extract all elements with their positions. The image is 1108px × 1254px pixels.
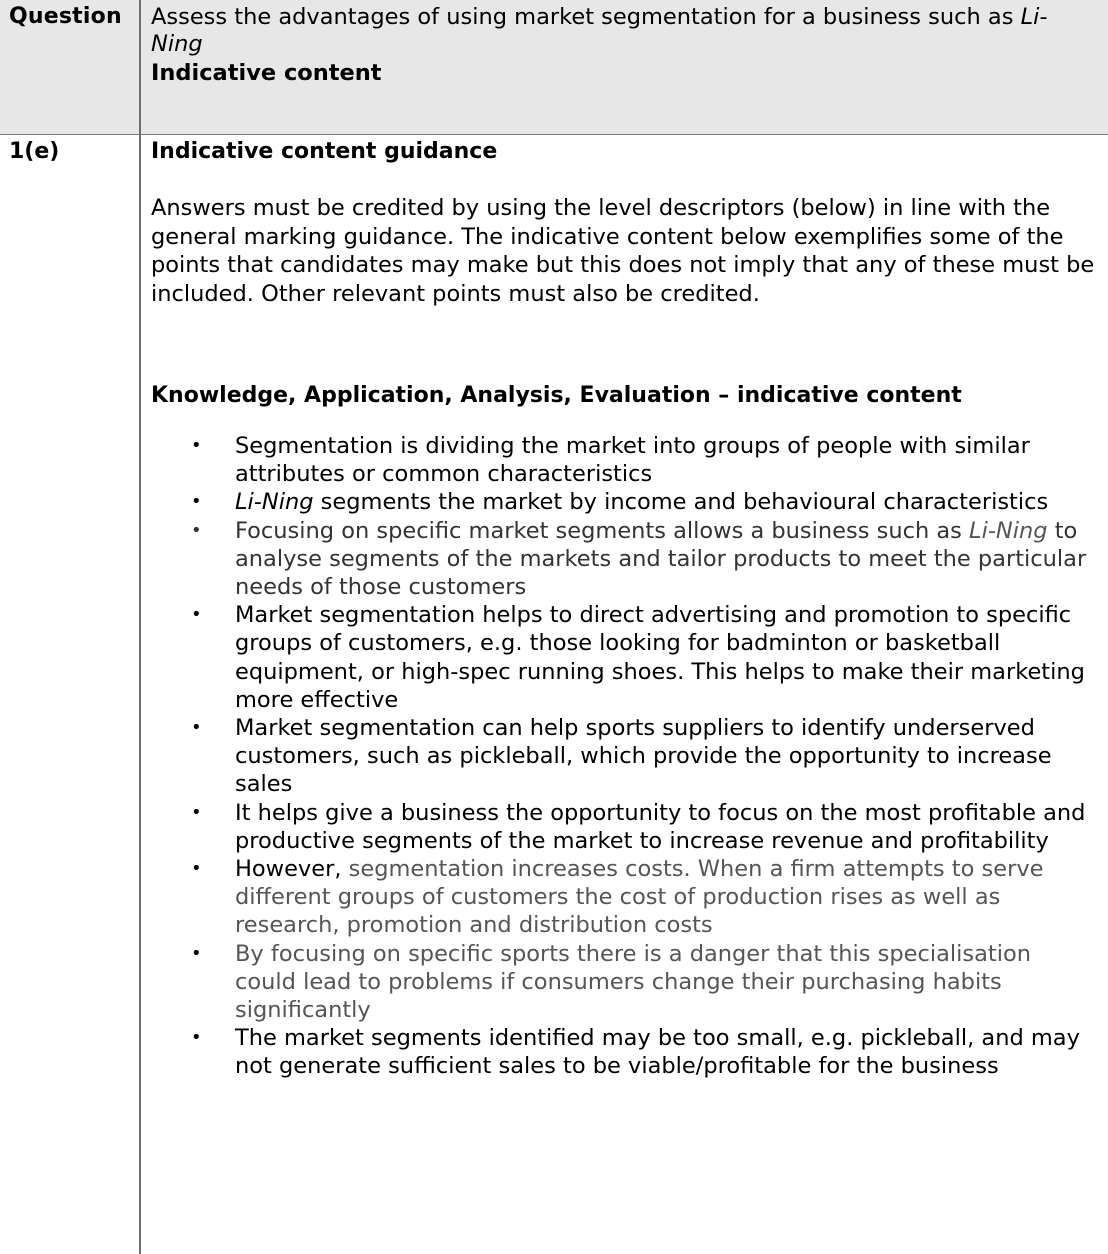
list-item <box>151 714 1091 799</box>
list-item <box>151 517 1091 602</box>
bullet-icon: • <box>191 435 202 456</box>
question-text <box>151 4 1091 87</box>
list-item <box>151 799 1091 855</box>
question-text-lead: Assess the advantages of using market segmentation for a business such as <box>151 4 1021 30</box>
bullet-icon: • <box>191 1027 202 1049</box>
section-heading: Knowledge, Application, Analysis, Evaluation – indicative content <box>151 383 962 408</box>
point-text: Segmentation is dividing the market into groups of people with similar attributes or common characteristics <box>235 433 1030 488</box>
indicative-content-heading: Indicative content <box>151 60 382 86</box>
guidance-title: Indicative content guidance <box>151 139 498 164</box>
question-column-label: Question <box>9 4 122 29</box>
bullet-icon: • <box>191 942 202 964</box>
list-item <box>151 855 1091 940</box>
list-item <box>151 601 1091 714</box>
point-text: By focusing on specific sports there is a danger that this specialisation could lead to problems if consumers change their purchasing habits significantly <box>235 940 1031 1024</box>
list-item <box>151 488 1091 516</box>
point-text: However, <box>235 856 349 883</box>
question-number: 1(e) <box>9 139 60 164</box>
list-item <box>151 1024 1091 1080</box>
point-text: segmentation increases costs. When a firm attempts to serve different groups of customers the cost of production rises as well as research, promotion and distribution costs <box>235 856 1044 939</box>
point-text: Focusing on specific market segments allows a business such as <box>235 517 970 544</box>
guidance-paragraph: Answers must be credited by using the level descriptors (below) in line with the general marking guidance. The indicative content below exemplifies some of the points that candidates may make but this does not imply that any of these must be included. Other relevant points must also be credited. <box>151 195 1095 307</box>
point-text: It helps give a business the opportunity to focus on the most profitable and productive segments of the market to increase revenue and profitability <box>235 799 1086 854</box>
list-item <box>151 432 1091 488</box>
bullet-icon: • <box>191 717 202 739</box>
bullet-icon: • <box>191 519 202 541</box>
list-item <box>151 940 1091 1025</box>
indicative-points-list <box>151 432 1091 1081</box>
point-text: The market segments identified may be too small, e.g. pickleball, and may not generate sufficient sales to be viable/profitable for the business <box>235 1025 1080 1080</box>
bullet-icon: • <box>191 801 202 823</box>
bullet-icon: • <box>191 604 202 626</box>
company-name: Li-Ning <box>151 4 1048 57</box>
point-text: to analyse segments of the markets and tailor products to meet the particular needs of those customers <box>235 517 1087 601</box>
bullet-icon: • <box>191 491 202 513</box>
column-divider <box>139 0 141 1254</box>
company-name: Li-Ning <box>235 489 314 516</box>
point-text: segments the market by income and behavioural characteristics <box>313 489 1049 516</box>
point-text: Market segmentation can help sports suppliers to identify underserved customers, such as pickleball, which provide the opportunity to increase sales <box>235 715 1052 798</box>
company-name: Li-Ning <box>969 517 1048 544</box>
bullet-icon: • <box>191 858 202 880</box>
point-text: Market segmentation helps to direct advertising and promotion to specific groups of customers, e.g. those looking for badminton or basketball equipment, or high-spec running shoes. This helps to make their marketing more effective <box>235 602 1085 713</box>
